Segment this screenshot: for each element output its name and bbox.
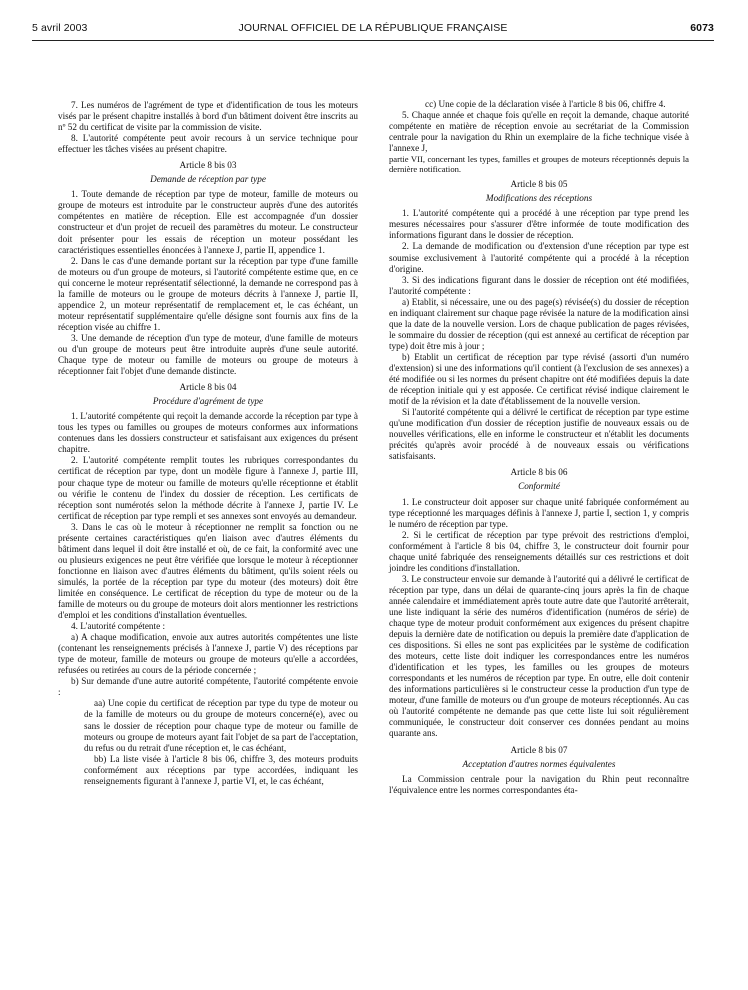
paragraph: 3. Une demande de réception d'un type de moteur, d'une famille de moteurs ou d'un groupe de moteurs peut être introduite auprès d'une seule autorité. Chaque type de moteur ou famille de moteurs ou groupe de moteurs à réceptionner fait l'objet d'une demande distincte. — [58, 332, 358, 377]
header-rule — [32, 40, 714, 41]
paragraph: Si l'autorité compétente qui a délivré le certificat de réception par type estime qu'une modification d'un dossier de réception justifie de nouveaux essais ou de nouvelles vérifications, elle en informe le constructeur et n'établit les documents précités qu'après avoir procédé à de nouveaux essais ou vérifications satisfaisants. — [389, 407, 689, 462]
paragraph: b) Etablit un certificat de réception par type révisé (assorti d'un numéro d'extension) si une des informations qu'il contient (à l'exclusion de ses annexes) a été modifiée ou si les normes du présent chapitre ont été modifiées depuis la date de réception initiale qui y est apposée. Ce certificat révisé indique clairement le motif de la révision et la date d'établissement de la nouvelle version. — [389, 351, 689, 407]
paragraph: 3. Si des indications figurant dans le dossier de réception ont été modifiées, l'autorité compétente : — [389, 274, 689, 296]
paragraph: bb) La liste visée à l'article 8 bis 06, chiffre 3, des moteurs produits conformément aux réceptions par type accordées, indiquant les renseignements figurant à l'annexe J, partie VI, et, le cas échéant, — [84, 753, 358, 786]
paragraph: cc) Une copie de la déclaration visée à l'article 8 bis 06, chiffre 4. — [425, 99, 666, 109]
paragraph: 3. Le constructeur envoie sur demande à l'autorité qui a délivré le certificat de réception par type, dans un délai de quarante-cinq jours après la fin de chaque année calendaire et immédiatement après toute autre date que l'autorité arrêterait, une liste indiquant la série des numéros d'identification (numéros de série) de chaque type de moteur produit conformément aux exigences du présent chapitre depuis la dernière date de notification ou depuis la première date d'application de ces dispositions. Si elles ne sont pas explicitées par le système de codification des moteurs, cette liste doit indiquer les correspondances entre les numéros d'identification et les types, les familles ou les groupes de moteurs correspondants et les numéros de réception par type. En outre, elle doit contenir des informations particulières si le constructeur cesse la production d'un type de moteur, d'une famille de moteurs ou d'un groupe de moteurs réceptionnés. Au cas où l'autorité compétente ne demande pas que cette liste lui soit régulièrement communiquée, le constructeur doit conserver ces données pendant au moins quarante ans. — [389, 573, 689, 739]
paragraph: a) Etablit, si nécessaire, une ou des page(s) révisée(s) du dossier de réception en indiquant clairement sur chaque page révisée la nature de la modification ainsi que la date de la nouvelle version. Lors de chaque publication de pages révisées, le sommaire du dossier de réception (qui est annexé au certificat de réception par type) doit être mis à jour ; — [389, 296, 689, 351]
paragraph: 1. Le constructeur doit apposer sur chaque unité fabriquée conformément au type réceptionné les marquages définis à l'annexe J, partie I, section 1, y compris le numéro de réception par type. — [389, 496, 689, 529]
article-title: Article 8 bis 06 — [510, 467, 568, 478]
article-title: Article 8 bis 07 — [510, 744, 568, 755]
article-subtitle: Modifications des réceptions — [485, 193, 593, 204]
paragraph: b) Sur demande d'une autre autorité compétente, l'autorité compétente envoie : — [58, 676, 358, 698]
paragraph: 2. La demande de modification ou d'extension d'une réception par type est soumise exclusivement à l'autorité compétente qui a procédé à la réception d'origine. — [389, 241, 689, 274]
article-title: Article 8 bis 05 — [510, 179, 568, 190]
article-subtitle: Procédure d'agrément de type — [152, 396, 264, 407]
article-subtitle: Demande de réception par type — [150, 174, 266, 185]
paragraph: 4. L'autorité compétente : — [71, 621, 166, 632]
header-page-number: 6073 — [690, 22, 714, 34]
paragraph: a) A chaque modification, envoie aux autres autorités compétentes une liste (contenant les renseignements précisés à l'annexe J, partie V) des réceptions par type de moteur, famille de moteurs ou groupe de moteurs qu'elle a accordées, refusées ou retirées au cours de la période concernée ; — [58, 632, 358, 676]
left-column — [58, 100, 358, 787]
article-title: Article 8 bis 04 — [179, 382, 237, 393]
page-header — [32, 22, 714, 36]
paragraph: 1. L'autorité compétente qui reçoit la demande accorde la réception par type à tous les types ou familles ou groupes de moteurs conformes aux informations contenues dans les dossiers constructeur et satisfaisant aux exigences du présent chapitre. — [58, 411, 358, 455]
article-subtitle: Acceptation d'autres normes équivalentes — [462, 758, 616, 769]
paragraph: 2. Si le certificat de réception par type prévoit des restrictions d'emploi, conformément à l'article 8 bis 04, chiffre 3, le constructeur doit fournir pour chaque unité fabriquée des renseignements détaillés sur ces restrictions et doit joindre les conditions d'installation. — [389, 529, 689, 573]
paragraph: La Commission centrale pour la navigation du Rhin peut reconnaître l'équivalence entre les normes correspondantes éta- — [389, 773, 689, 795]
article-subtitle: Conformité — [518, 481, 560, 492]
paragraph: aa) Une copie du certificat de réception par type du type de moteur ou de la famille de moteurs ou du groupe de moteurs concerné(e), avec ou sans le dossier de réception pour chaque type de moteur ou famille de moteurs ou groupe de moteurs ayant fait l'objet de sa part de l'acceptation, du refus ou du retrait d'une réception et, le cas échéant, — [84, 698, 358, 753]
header-date: 5 avril 2003 — [32, 22, 88, 34]
paragraph: 2. L'autorité compétente remplit toutes les rubriques correspondantes du certificat de réception par type, dont un modèle figure à l'annexe J, partie III, pour chaque type de moteur ou famille de moteurs qu'elle réceptionne et établit ou vérifie le contenu de l'index du dossier de réception. Les certificats de réception sont numérotés selon la méthode décrite à l'annexe J, partie IV. Le certificat de réception par type rempli et ses annexes sont envoyés au demandeur. — [58, 455, 358, 521]
paragraph: 5. Chaque année et chaque fois qu'elle en reçoit la demande, chaque autorité compétente en matière de réception envoie au secrétariat de la Commission centrale pour la navigation du Rhin un exemplaire de la fiche technique visée à l'annexe J, — [389, 110, 689, 154]
paragraph: 1. L'autorité compétente qui a procédé à une réception par type prend les mesures nécessaires pour s'assurer d'être informée de toute modification des informations figurant dans le dossier de réception. — [389, 208, 689, 241]
header-journal-title: JOURNAL OFFICIEL DE LA RÉPUBLIQUE FRANÇAISE — [238, 22, 508, 34]
paragraph: 8. L'autorité compétente peut avoir recours à un service technique pour effectuer les tâches visées au présent chapitre. — [58, 133, 358, 155]
right-column — [389, 99, 689, 796]
article-title: Article 8 bis 03 — [179, 160, 237, 171]
paragraph: 2. Dans le cas d'une demande portant sur la réception par type d'une famille de moteurs ou d'un groupe de moteurs, si l'autorité compétente estime que, en ce qui concerne le moteur représentatif sélectionné, la demande ne correspond pas à la famille de moteurs ou le groupe de moteurs décrits à l'annexe J, partie II, appendice 2, un moteur représentatif de remplacement et, le cas échéant, un moteur représentatif supplémentaire qu'elle désigne sont fournis aux fins de la réception visée au chiffre 1. — [58, 255, 358, 332]
paragraph: 3. Dans le cas où le moteur à réceptionner ne remplit sa fonction ou ne présente certaines caractéristiques qu'en liaison avec d'autres éléments du bâtiment dans lequel il doit être installé et où, de ce fait, la conformité avec une ou plusieurs exigences ne peut être vérifiée que lorsque le moteur à réceptionner fonctionne en liaison avec d'autres éléments du bâtiment, qu'ils soient réels ou simulés, la portée de la réception par type du moteur (des moteurs) doit être limitée en conséquence. Le certificat de réception du type de moteur ou de la famille de moteurs ou du groupe de moteurs doit alors mentionner les restrictions d'emploi et les conditions d'installation éventuelles. — [58, 521, 358, 621]
paragraph: partie VII, concernant les types, familles et groupes de moteurs réceptionnés depuis la dernière notification. — [389, 154, 689, 175]
paragraph: 1. Toute demande de réception par type de moteur, famille de moteurs ou groupe de moteurs est introduite par le constructeur auprès d'une des autorités compétentes en matière de réception. Elle est accompagnée d'un dossier constructeur et d'un projet de recueil des paramètres du moteur. Le constructeur doit présenter pour les essais de réception un moteur possédant les caractéristiques essentielles énoncées à l'annexe J, partie II, appendice 1. — [58, 189, 358, 255]
paragraph: 7. Les numéros de l'agrément de type et d'identification de tous les moteurs visés par le présent chapitre installés à bord d'un bâtiment doivent être inscrits au nº 52 du certificat de visite par la commission de visite. — [58, 100, 358, 133]
